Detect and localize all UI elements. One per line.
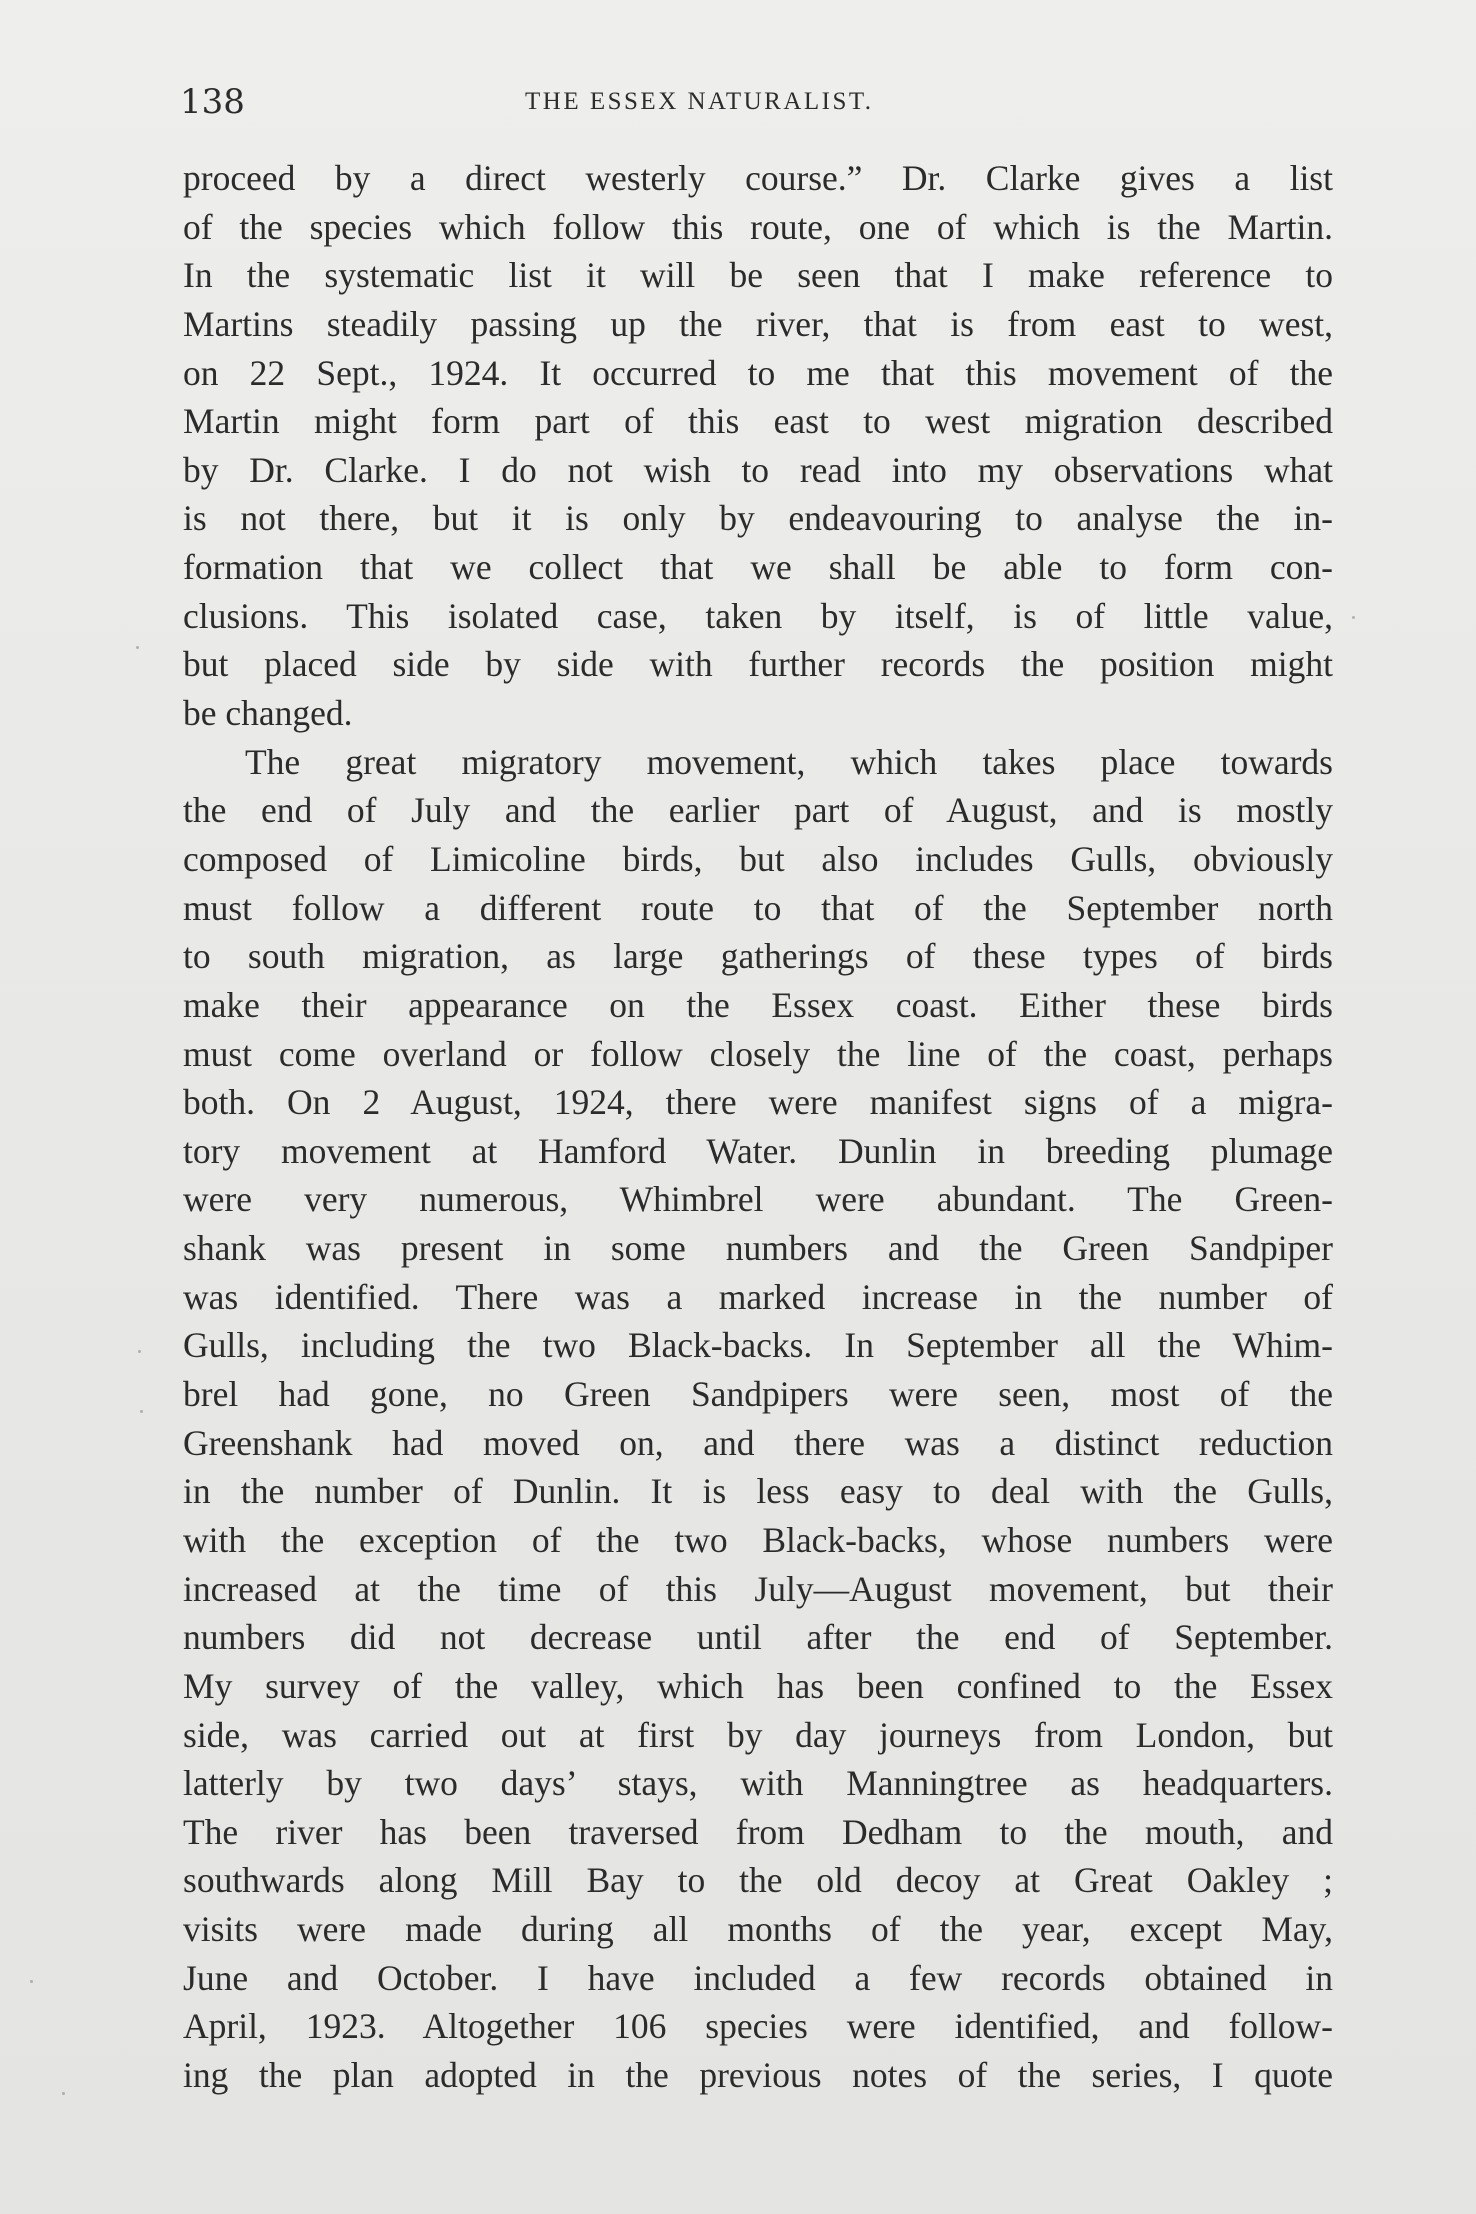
text-line: June and October. I have included a few records obtained in	[183, 1957, 1333, 1998]
margin-speck	[136, 646, 139, 649]
text-line: Martin might form part of this east to west migration described	[183, 401, 1333, 442]
text-line: tory movement at Hamford Water. Dunlin in breeding plumage	[183, 1130, 1333, 1171]
text-line: was identified. There was a marked increase in the number of	[183, 1276, 1333, 1317]
text-line: shank was present in some numbers and the Green Sandpiper	[183, 1228, 1333, 1269]
text-line: with the exception of the two Black-backs, whose numbers were	[183, 1519, 1333, 1560]
running-title: THE ESSEX NATURALIST.	[525, 88, 874, 115]
text-line: April, 1923. Altogether 106 species were identified, and follow-	[183, 2006, 1333, 2047]
text-line: Gulls, including the two Black-backs. In September all the Whim-	[183, 1325, 1333, 1366]
text-line: Martins steadily passing up the river, that is from east to west,	[183, 303, 1333, 344]
text-line: both. On 2 August, 1924, there were manifest signs of a migra-	[183, 1082, 1333, 1123]
text-line: formation that we collect that we shall be able to form con-	[183, 547, 1333, 588]
margin-speck	[1352, 616, 1355, 619]
text-line: latterly by two days’ stays, with Manningtree as headquarters.	[183, 1763, 1333, 1804]
margin-speck	[62, 2092, 65, 2095]
body-text	[183, 154, 1333, 2100]
text-line: In the systematic list it will be seen that I make reference to	[183, 255, 1333, 296]
text-line: My survey of the valley, which has been confined to the Essex	[183, 1665, 1333, 1706]
page-header	[180, 76, 1330, 128]
text-line: were very numerous, Whimbrel were abundant. The Green-	[183, 1179, 1333, 1220]
text-line: Greenshank had moved on, and there was a distinct reduction	[183, 1422, 1333, 1463]
text-line: must come overland or follow closely the line of the coast, perhaps	[183, 1033, 1333, 1074]
text-line: numbers did not decrease until after the end of September.	[183, 1617, 1333, 1658]
text-line: in the number of Dunlin. It is less easy to deal with the Gulls,	[183, 1471, 1333, 1512]
margin-speck	[140, 1410, 143, 1413]
paragraph-end-line: be changed.	[183, 693, 353, 734]
text-line: the end of July and the earlier part of August, and is mostly	[183, 790, 1333, 831]
text-line: southwards along Mill Bay to the old decoy at Great Oakley ;	[183, 1860, 1333, 1901]
text-line: on 22 Sept., 1924. It occurred to me that this movement of the	[183, 352, 1333, 393]
text-line: make their appearance on the Essex coast. Either these birds	[183, 984, 1333, 1025]
margin-speck	[138, 1350, 141, 1353]
paragraph-start-line: The great migratory movement, which takes place towards	[245, 741, 1333, 782]
text-line: by Dr. Clarke. I do not wish to read into my observations what	[183, 449, 1333, 490]
text-line: The river has been traversed from Dedham to the mouth, and	[183, 1811, 1333, 1852]
text-line: ing the plan adopted in the previous notes of the series, I quote	[183, 2054, 1333, 2095]
text-line: is not there, but it is only by endeavouring to analyse the in-	[183, 498, 1333, 539]
text-line: composed of Limicoline birds, but also includes Gulls, obviously	[183, 838, 1333, 879]
text-line: clusions. This isolated case, taken by itself, is of little value,	[183, 595, 1333, 636]
text-line: must follow a different route to that of the September north	[183, 887, 1333, 928]
text-line: of the species which follow this route, one of which is the Martin.	[183, 206, 1333, 247]
text-line: proceed by a direct westerly course.” Dr. Clarke gives a list	[183, 158, 1333, 198]
text-line: increased at the time of this July—August movement, but their	[183, 1568, 1333, 1609]
margin-speck	[30, 1980, 33, 1983]
text-line: brel had gone, no Green Sandpipers were seen, most of the	[183, 1374, 1333, 1415]
text-line: to south migration, as large gatherings of these types of birds	[183, 936, 1333, 977]
page-number: 138	[180, 82, 245, 122]
text-line: but placed side by side with further records the position might	[183, 644, 1333, 685]
text-line: side, was carried out at first by day journeys from London, but	[183, 1714, 1333, 1755]
text-line: visits were made during all months of the year, except May,	[183, 1909, 1333, 1950]
